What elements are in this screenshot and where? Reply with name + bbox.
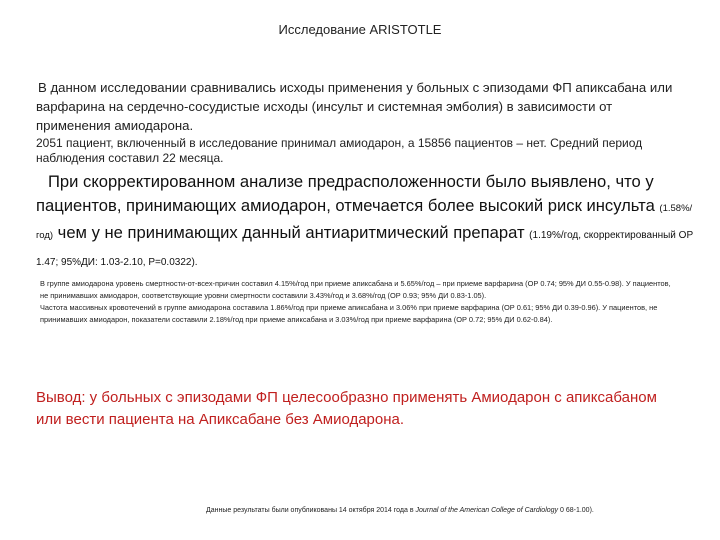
intro-text: В данном исследовании сравнивались исходы применения у больных с эпизодами ФП апиксабана или варфарина на сердечно-сосудистые исходы (инсульт и системная эмболия) в зависимости от применения амиодарона. xyxy=(36,80,673,133)
footnote-prefix: Данные результаты были опубликованы 14 октября 2014 года в xyxy=(206,507,414,514)
footnote-suffix: 0 68-1.00). xyxy=(560,507,594,514)
bleeding-paragraph: Частота массивных кровотечений в группе амиодарона составила 1.86%/год при приеме апиксабана и 3.06% при приеме варфарина (ОР 0.61; 95% ДИ 0.39-0.96). У пациентов, не принимавших амиодарон, показатели составили 2.18%/год при приеме апиксабана и 3.03%/год при приеме варфарина (ОР 0.72; 95% ДИ 0.62-0.84). xyxy=(40,303,658,324)
main-finding-paragraph xyxy=(36,170,696,275)
footnote-journal: Journal of the American College of Cardiology xyxy=(415,507,559,514)
main-finding-rate: (1.58%/год) xyxy=(36,203,693,241)
main-finding-stats: (1.19%/год, скорректированный ОР 1.47; 95%ДИ: 1.03-2.10, P=0.0322). xyxy=(36,230,694,268)
mortality-paragraph: В группе амиодарона уровень смертности-от-всех-причин составил 4.15%/год при приеме апиксабана и 5.65%/год – при приеме варфарина (ОР 0.74; 95% ДИ 0.55-0.98). У пациентов, не принимавших амиодарон, соответствующие уровни смертности составили 3.43%/год и 3.68%/год (ОР 0.93; 95% ДИ 0.83-1.05). xyxy=(40,279,671,300)
details-block xyxy=(36,278,672,325)
conclusion-paragraph: Вывод: у больных с эпизодами ФП целесообразно применять Амиодарон с апиксабаном или вести пациента на Апиксабане без Амиодарона. xyxy=(36,389,657,428)
footnote xyxy=(206,507,594,514)
patients-paragraph: 2051 пациент, включенный в исследование принимал амиодарон, а 15856 пациентов – нет. Средний период наблюдения составил 22 месяца. xyxy=(36,136,643,165)
page-title: Исследование ARISTOTLE xyxy=(278,22,442,37)
main-finding-text-1: При скорректированном анализе предрасположенности было выявлено, что у пациентов, принимающих амиодарон, отмечается более высокий риск инсульта xyxy=(36,172,655,215)
intro-paragraph xyxy=(36,78,686,135)
main-finding-text-2: чем у не принимающих данный антиаритмический препарат xyxy=(57,223,525,242)
